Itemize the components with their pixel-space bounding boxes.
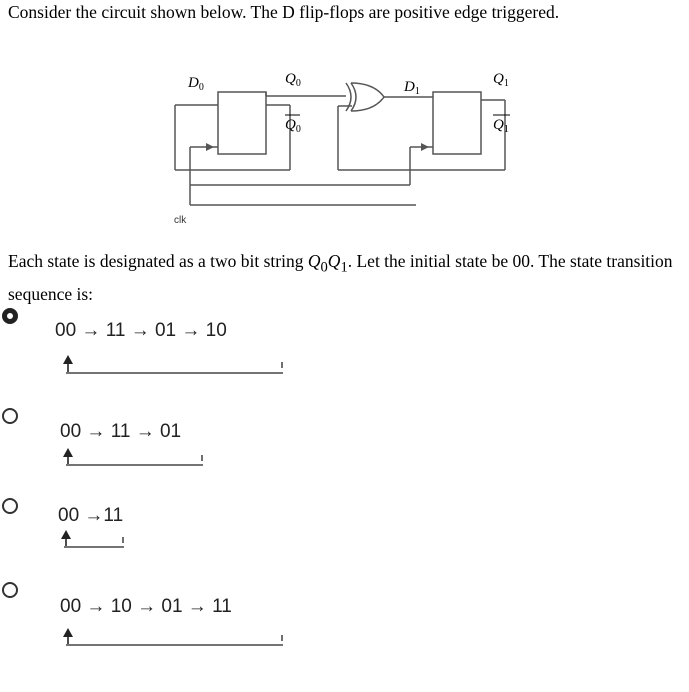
- xor-gate: [346, 83, 384, 111]
- clk-arrow-1: [421, 143, 429, 151]
- option-4-sequence: 00 → 10 → 01 → 11: [60, 596, 232, 617]
- question-text: Consider the circuit shown below. The D flip-flops are positive edge triggered.: [8, 2, 560, 22]
- option-1-sequence: 00 → 11 → 01 → 10: [55, 320, 227, 341]
- option-2-loop: [58, 446, 208, 470]
- label-clk: clk: [174, 215, 187, 226]
- radio-option-4[interactable]: [2, 582, 18, 598]
- label-q1: $Q_1$: [493, 71, 509, 89]
- label-d0: $D_0$: [188, 75, 204, 93]
- svg-text:Q1: $Q_1$: [493, 117, 509, 135]
- radio-option-1[interactable]: [2, 308, 18, 324]
- label-q0: $Q_0$: [285, 71, 301, 89]
- circuit-wires: [175, 92, 505, 205]
- radio-option-3[interactable]: [2, 498, 18, 514]
- flipflop-1: [433, 92, 481, 154]
- option-3-loop: [56, 528, 131, 552]
- label-d1: $D_1$: [404, 79, 420, 97]
- svg-text:Q0: $Q_0$: [285, 117, 301, 135]
- label-q0-bar: [285, 115, 301, 135]
- clk-arrow-0: [206, 143, 214, 151]
- option-1-loop: [58, 354, 288, 378]
- circuit-diagram: [160, 55, 530, 235]
- option-2-sequence: 00 → 11 → 01: [60, 421, 182, 442]
- radio-option-2[interactable]: [2, 408, 18, 424]
- option-3-sequence: 00 →11: [58, 505, 124, 526]
- circuit-svg: [160, 55, 530, 235]
- flipflop-0: [218, 92, 266, 154]
- label-q1-bar: [493, 115, 510, 135]
- prompt-text: Each state is designated as a two bit string $Q_0Q_1$. Let the initial state be 00. The state transition sequence is:: [8, 251, 673, 304]
- option-4-loop: [58, 626, 288, 650]
